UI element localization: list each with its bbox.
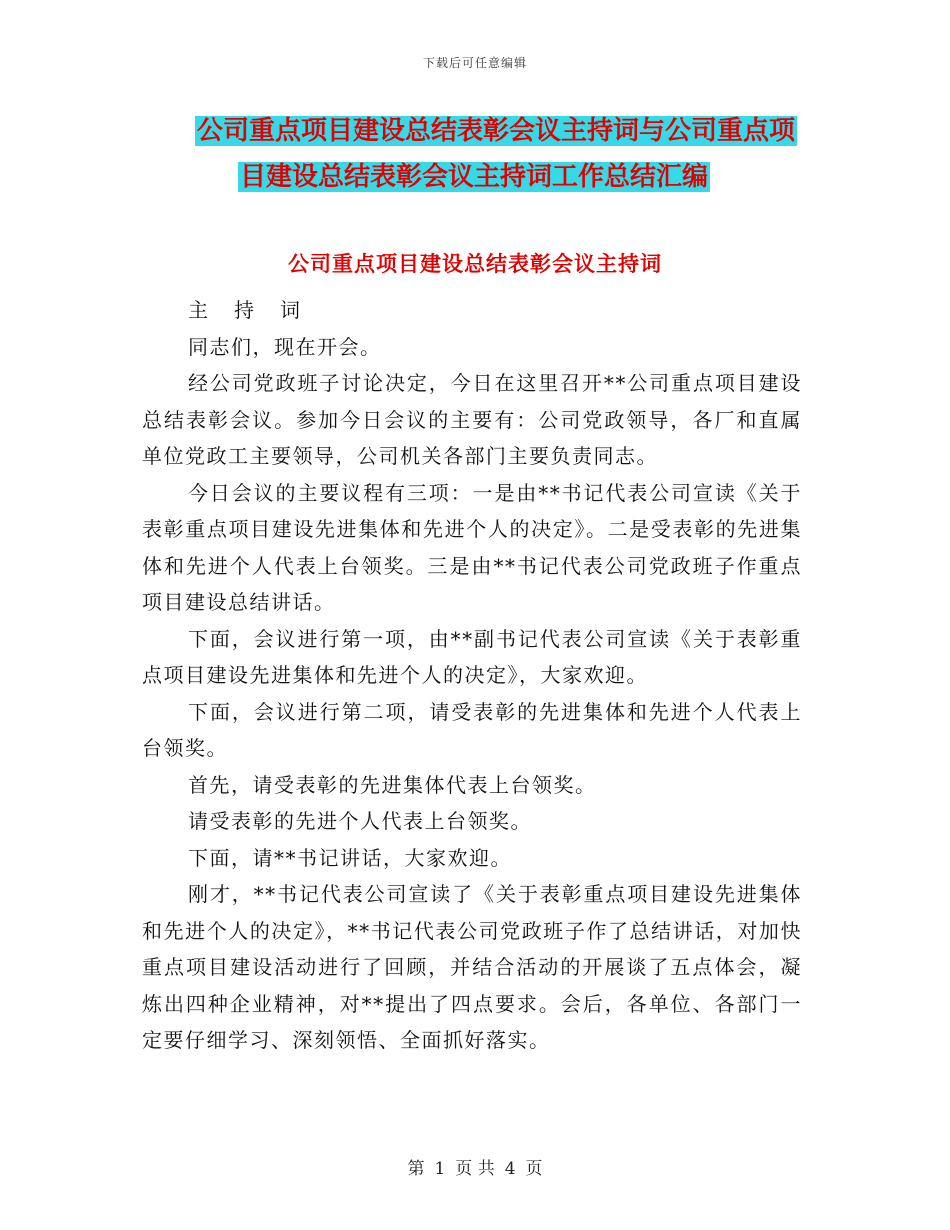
page-footer [0, 1154, 950, 1179]
paragraph: 同志们，现在开会。 [188, 334, 382, 359]
paragraph: 下面，请**书记讲话，大家欢迎。 [188, 845, 512, 870]
paragraph: 请受表彰的先进个人代表上台领奖。 [188, 809, 532, 833]
paragraph: 下面，会议进行第一项，由**副书记代表公司宣读《关于表彰重点项目建设先进集体和先进个人的决定》，大家欢迎。 [142, 626, 802, 687]
document-title-line-2: 目建设总结表彰会议主持词工作总结汇编 [240, 162, 709, 192]
document-title [0, 108, 950, 200]
paragraph: 经公司党政班子讨论决定，今日在这里召开**公司重点项目建设总结表彰会议。参加今日会议的主要有：公司党政领导，各厂和直属单位党政工主要领导，公司机关各部门主要负责同志。 [142, 371, 802, 468]
paragraph: 刚才，**书记代表公司宣读了《关于表彰重点项目建设先进集体和先进个人的决定》，**书记代表公司党政班子作了总结讲话，对加快重点项目建设活动进行了回顾，并结合活动的开展谈了五点体会，凝炼出四种企业精神，对**提出了四点要求。会后，各单位、各部门一定要仔细学习、深刻领悟、全面抓好落实。 [142, 882, 802, 1052]
paragraph: 首先，请受表彰的先进集体代表上台领奖。 [188, 772, 597, 797]
footer-suffix: 页 [525, 1159, 543, 1179]
document-body [142, 292, 802, 1059]
document-title-line-1: 公司重点项目建设总结表彰会议主持词与公司重点项 [197, 116, 796, 146]
paragraph: 今日会议的主要议程有三项：一是由**书记代表公司宣读《关于表彰重点项目建设先进集体和先进个人的决定》。二是受表彰的先进集体和先进个人代表上台领奖。三是由**书记代表公司党政班子作重点项目建设总结讲话。 [142, 480, 802, 614]
paragraph-host-label: 主持词 [188, 298, 326, 322]
footer-page-number: 1 [434, 1159, 446, 1179]
header-note: 下载后可任意编辑 [422, 56, 527, 70]
footer-total-pages: 4 [504, 1159, 516, 1179]
paragraph: 下面，会议进行第二项，请受表彰的先进集体和先进个人代表上台领奖。 [142, 699, 802, 760]
footer-middle: 页 共 [455, 1159, 495, 1179]
section-title: 公司重点项目建设总结表彰会议主持词 [288, 252, 662, 276]
footer-prefix: 第 [407, 1159, 425, 1179]
